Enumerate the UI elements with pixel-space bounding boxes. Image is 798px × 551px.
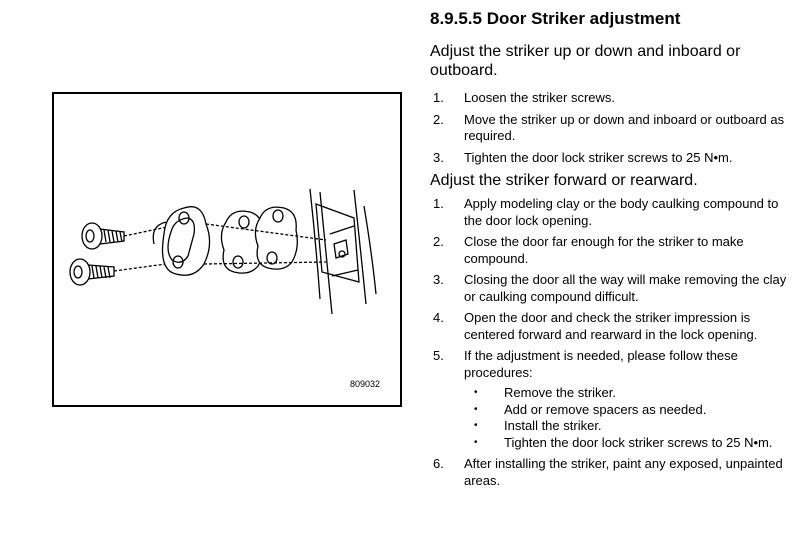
- bullet-marker: •: [474, 403, 478, 415]
- bullet-item: [464, 402, 790, 419]
- step-number: 1.: [433, 196, 444, 211]
- step-number: 2.: [433, 234, 444, 249]
- step-text: Apply modeling clay or the body caulking compound to the door lock opening.: [464, 196, 779, 228]
- step-number: 3.: [433, 272, 444, 287]
- striker-drawing: [54, 94, 400, 405]
- striker-illustration: [52, 92, 402, 407]
- step-number: 4.: [433, 310, 444, 325]
- list-item: [430, 234, 790, 267]
- section1-heading: Adjust the striker up or down and inboard or outboard.: [430, 43, 741, 79]
- page-title: 8.9.5.5 Door Striker adjustment: [430, 9, 681, 28]
- step-text: Loosen the striker screws.: [464, 90, 616, 105]
- striker-part: [153, 207, 209, 276]
- bullet-text: Remove the striker.: [504, 385, 616, 400]
- bullet-item: [464, 418, 790, 435]
- section2-heading: Adjust the striker forward or rearward.: [430, 172, 698, 189]
- sub-procedure-list: [464, 385, 790, 451]
- spacer-2: [255, 207, 297, 269]
- section1-steps: [430, 90, 790, 166]
- list-item: [430, 90, 790, 107]
- step-text: Open the door and check the striker impression is centered forward and rearward in the lock opening.: [464, 310, 758, 342]
- door-pillar: [310, 189, 376, 314]
- step-text: Closing the door all the way will make removing the clay or caulking compound difficult.: [464, 272, 787, 304]
- step-number: 6.: [433, 456, 444, 471]
- figure-code: 809032: [349, 379, 380, 389]
- step-text: Tighten the door lock striker screws to 25 N•m.: [464, 149, 733, 165]
- step-text: Close the door far enough for the striker to make compound.: [464, 234, 744, 266]
- list-item: [430, 310, 790, 343]
- screw-upper: [82, 223, 172, 249]
- list-item: [430, 150, 790, 167]
- step-text: After installing the striker, paint any exposed, unpainted areas.: [464, 456, 783, 488]
- list-item: [430, 456, 790, 489]
- bullet-text: Install the striker.: [504, 418, 602, 433]
- bullet-marker: •: [474, 420, 478, 431]
- bullet-item: [464, 385, 790, 402]
- bullet-marker: •: [474, 436, 478, 448]
- screw-lower: [70, 259, 166, 285]
- step-text: If the adjustment is needed, please follow these procedures:: [464, 348, 738, 380]
- instructions: [430, 8, 790, 494]
- section2-steps: [430, 196, 790, 489]
- list-item: [430, 196, 790, 229]
- step-text: Move the striker up or down and inboard or outboard as required.: [464, 111, 785, 143]
- list-item: [430, 272, 790, 305]
- step-number: 2.: [433, 111, 444, 127]
- step-number: 3.: [433, 149, 444, 165]
- bullet-text: Add or remove spacers as needed.: [504, 401, 707, 417]
- step-number: 5.: [433, 348, 444, 363]
- list-item: [430, 348, 790, 451]
- bullet-item: [464, 435, 790, 452]
- list-item: [430, 112, 790, 145]
- bullet-text: Tighten the door lock striker screws to 25 N•m.: [504, 434, 773, 450]
- bullet-marker: •: [474, 387, 478, 398]
- step-number: 1.: [433, 90, 444, 105]
